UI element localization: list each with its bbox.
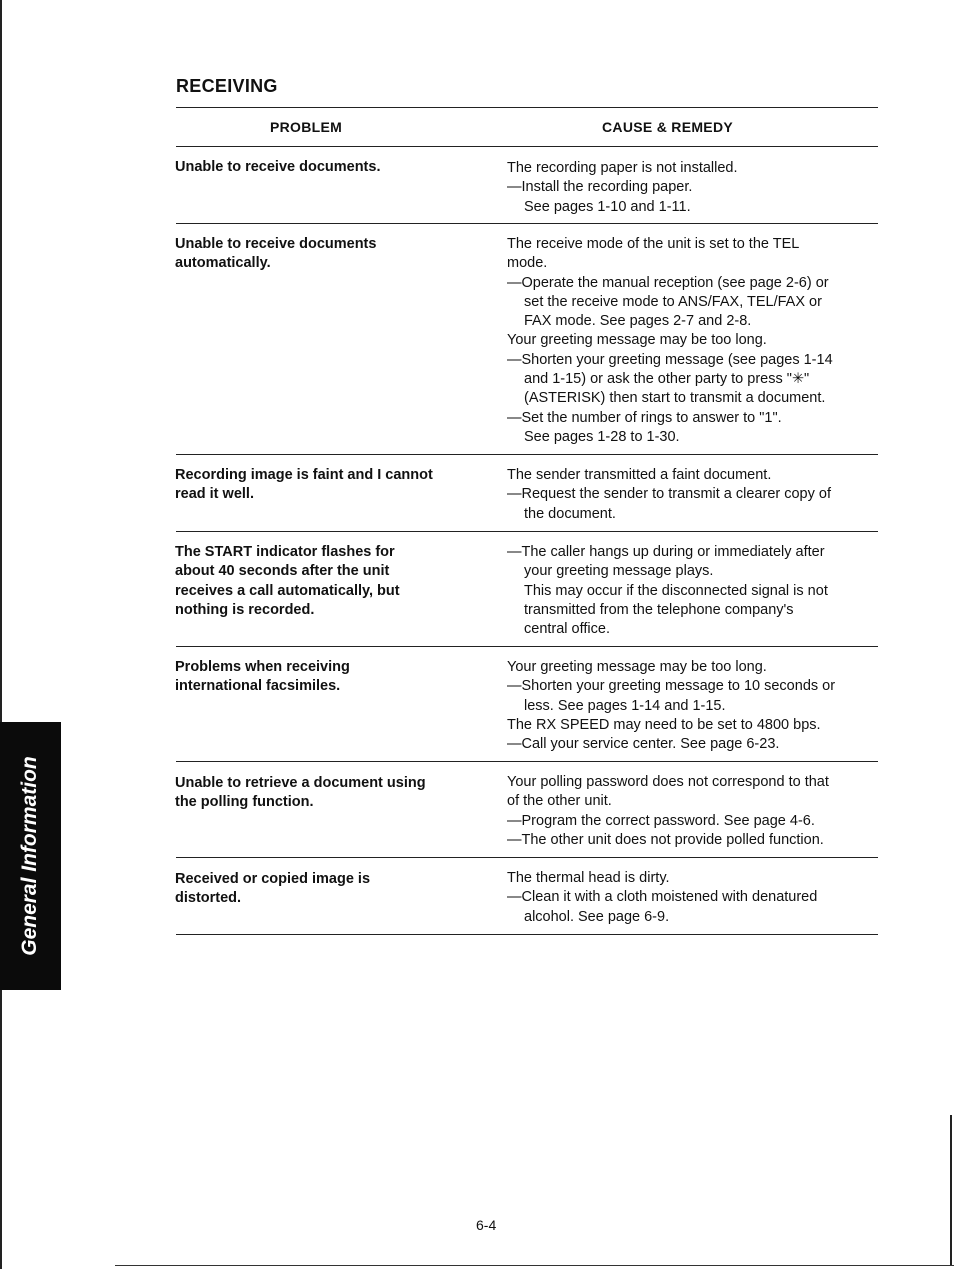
row-divider (176, 761, 878, 762)
remedy-line: See pages 1-10 and 1-11. (524, 198, 691, 215)
remedy-line: —Operate the manual reception (see page 2-6) or (507, 274, 829, 291)
row-divider (176, 454, 878, 455)
problem-line: nothing is recorded. (175, 601, 315, 618)
row-divider (176, 531, 878, 532)
page-bottom-rule (115, 1265, 954, 1266)
problem-line: distorted. (175, 890, 242, 907)
remedy-line: mode. (507, 255, 548, 272)
problem-line: about 40 seconds after the unit (175, 563, 390, 580)
remedy-line: —Call your service center. See page 6-23. (507, 736, 780, 753)
row-5-remedy (507, 658, 887, 754)
problem-line: Unable to retrieve a document using (175, 775, 426, 791)
remedy-line: alcohol. See page 6-9. (524, 908, 670, 925)
remedy-line: set the receive mode to ANS/FAX, TEL/FAX or (524, 293, 822, 310)
row-3-remedy (507, 466, 887, 524)
remedy-line: The recording paper is not installed. (507, 160, 738, 176)
problem-line: automatically. (175, 255, 271, 272)
header-top-rule (176, 107, 878, 108)
remedy-line: The RX SPEED may need to be set to 4800 bps. (507, 716, 821, 733)
problem-line: Unable to receive documents. (175, 159, 381, 175)
remedy-line: —Shorten your greeting message (see pages 1-14 (507, 351, 833, 368)
remedy-line: —Program the correct password. See page 4-6. (507, 812, 815, 829)
remedy-line: Your greeting message may be too long. (507, 659, 767, 675)
remedy-line: This may occur if the disconnected signal is not (524, 582, 828, 599)
row-divider (176, 857, 878, 858)
remedy-line: of the other unit. (507, 793, 612, 810)
row-4-remedy (507, 543, 887, 639)
remedy-line: —Set the number of rings to answer to "1". (507, 409, 782, 426)
problem-line: Unable to receive documents (175, 236, 377, 252)
problem-line: The START indicator flashes for (175, 544, 395, 560)
remedy-line: Your polling password does not correspond to that (507, 774, 829, 790)
problem-line: read it well. (175, 486, 254, 503)
remedy-line: Your greeting message may be too long. (507, 332, 767, 349)
problem-column-header: PROBLEM (270, 119, 343, 135)
remedy-line: central office. (524, 621, 610, 638)
row-1-remedy (507, 159, 887, 217)
row-7-problem (175, 870, 475, 909)
problem-line: Recording image is faint and I cannot (175, 467, 433, 483)
problem-line: Problems when receiving (175, 659, 350, 675)
row-3-problem (175, 466, 475, 505)
problem-line: the polling function. (175, 794, 314, 811)
remedy-line: The thermal head is dirty. (507, 870, 670, 886)
problem-line: international facsimiles. (175, 678, 341, 695)
remedy-line: the document. (524, 505, 616, 522)
remedy-line: (ASTERISK) then start to transmit a document. (524, 390, 826, 407)
remedy-line: —The other unit does not provide polled function. (507, 831, 824, 848)
problem-line: Received or copied image is (175, 871, 371, 887)
header-bottom-rule (176, 146, 878, 147)
remedy-line: —Clean it with a cloth moistened with denatured (507, 889, 818, 906)
remedy-column-header: CAUSE & REMEDY (602, 119, 733, 135)
row-2-problem (175, 235, 475, 274)
row-4-problem (175, 543, 475, 620)
remedy-line: —The caller hangs up during or immediately after (507, 544, 825, 560)
problem-line: receives a call automatically, but (175, 582, 400, 599)
remedy-line: —Install the recording paper. (507, 179, 693, 196)
remedy-line: —Request the sender to transmit a clearer copy of (507, 486, 831, 503)
page-right-edge (950, 1115, 952, 1265)
remedy-line: less. See pages 1-14 and 1-15. (524, 697, 726, 714)
row-7-remedy (507, 869, 887, 927)
row-divider (176, 223, 878, 224)
remedy-line: See pages 1-28 to 1-30. (524, 428, 680, 445)
remedy-line: your greeting message plays. (524, 563, 714, 580)
page-left-edge (0, 0, 2, 1269)
row-2-remedy (507, 235, 887, 447)
row-5-problem (175, 658, 475, 697)
remedy-line: transmitted from the telephone company's (524, 601, 794, 618)
remedy-line: and 1-15) or ask the other party to press "✳" (524, 371, 810, 388)
page-number: 6-4 (476, 1217, 497, 1233)
remedy-line: The receive mode of the unit is set to the TEL (507, 236, 800, 252)
row-divider (176, 646, 878, 647)
side-tab-label: General Information (18, 756, 41, 956)
remedy-line: FAX mode. See pages 2-7 and 2-8. (524, 313, 752, 330)
row-1-problem (175, 158, 475, 177)
row-6-remedy (507, 773, 887, 850)
remedy-line: The sender transmitted a faint document. (507, 467, 772, 483)
remedy-line: —Shorten your greeting message to 10 seconds or (507, 678, 836, 695)
section-title: RECEIVING (176, 76, 278, 96)
table-bottom-rule (176, 934, 878, 935)
row-6-problem (175, 774, 475, 813)
